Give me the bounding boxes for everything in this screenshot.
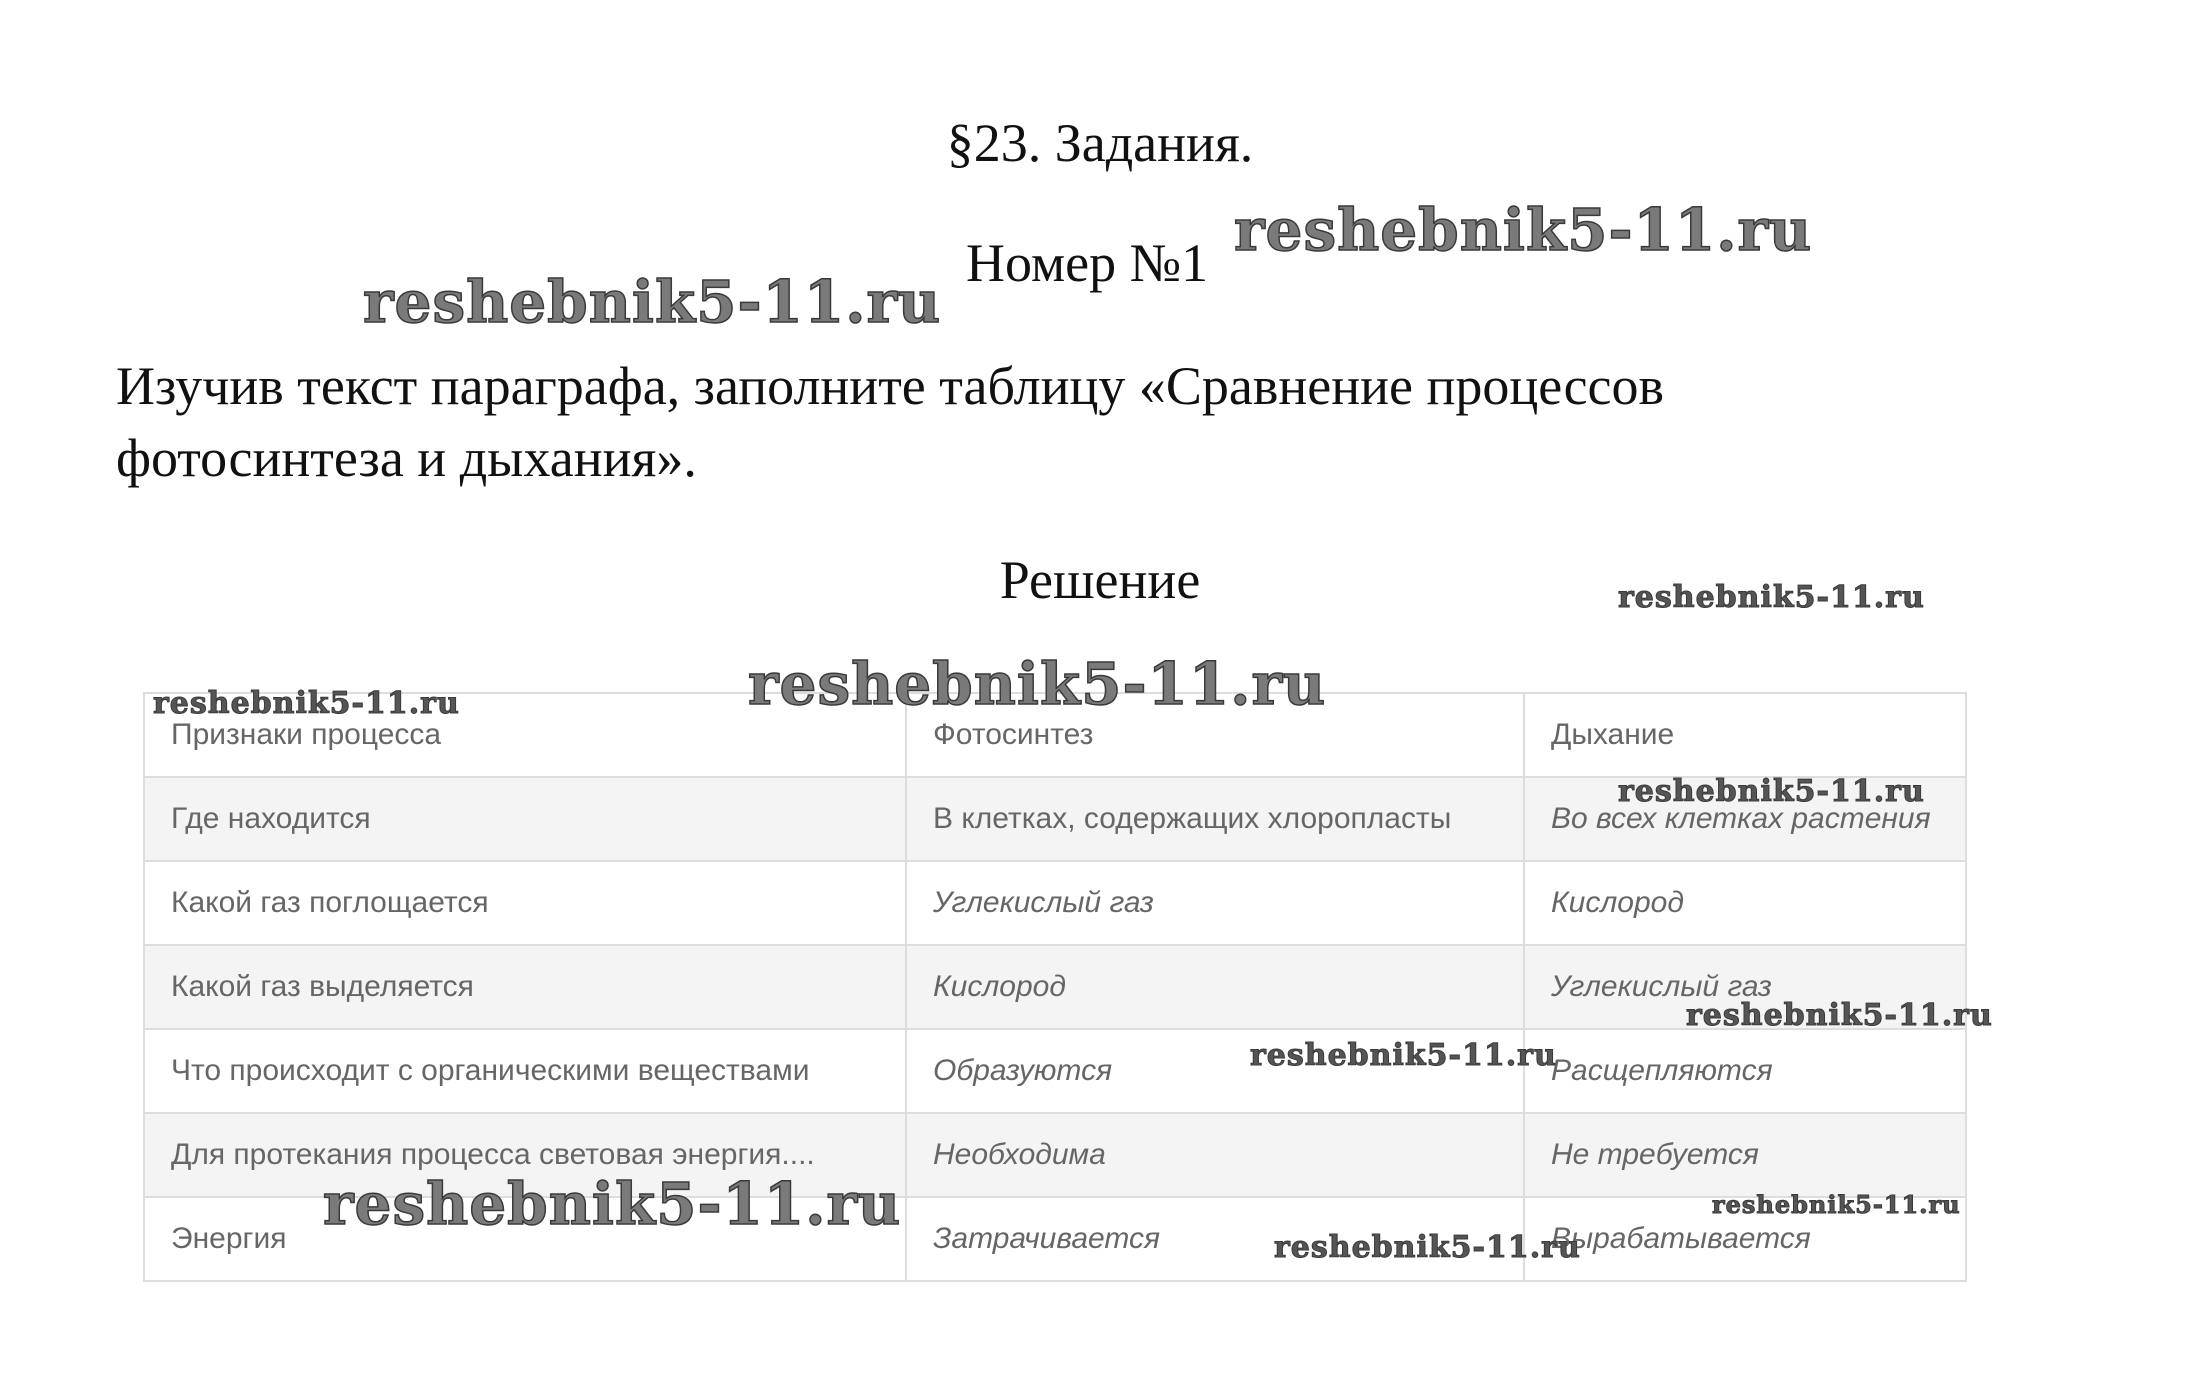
section-title: §23. Задания.: [946, 113, 1254, 173]
table-cell: Углекислый газ: [906, 861, 1524, 945]
table-cell: Кислород: [1524, 861, 1966, 945]
watermark: reshebnik5-11.ru: [1686, 998, 1993, 1033]
table-cell: Для протекания процесса световая энергия....: [144, 1113, 906, 1197]
table-cell: Затрачивается: [906, 1197, 1524, 1281]
table-cell: Какой газ поглощается: [144, 861, 906, 945]
table-cell: Не требуется: [1524, 1113, 1966, 1197]
table-cell: Фотосинтез: [906, 693, 1524, 777]
table-cell: Энергия: [144, 1197, 906, 1281]
table-cell: Во всех клетках растения: [1524, 777, 1966, 861]
table-cell: Дыхание: [1524, 693, 1966, 777]
watermark: reshebnik5-11.ru: [1618, 774, 1925, 809]
table-cell: Какой газ выделяется: [144, 945, 906, 1029]
table-cell: Признаки процесса: [144, 693, 906, 777]
table-row: [144, 861, 1966, 945]
watermark: reshebnik5-11.ru: [1234, 196, 1813, 264]
watermark: reshebnik5-11.ru: [323, 1170, 902, 1238]
watermark: reshebnik5-11.ru: [1712, 1190, 1961, 1219]
watermark: reshebnik5-11.ru: [363, 268, 942, 336]
table-cell: Кислород: [906, 945, 1524, 1029]
task-text-line: фотосинтеза и дыхания».: [116, 428, 697, 488]
task-number: Номер №1: [966, 233, 1209, 293]
table-row: [144, 1029, 1966, 1113]
table-cell: Где находится: [144, 777, 906, 861]
table-cell: Что происходит с органическими веществами: [144, 1029, 906, 1113]
solution-title: Решение: [999, 550, 1201, 610]
table-cell: Вырабатывается: [1524, 1197, 1966, 1281]
table-cell: В клетках, содержащих хлоропласты: [906, 777, 1524, 861]
watermark: reshebnik5-11.ru: [748, 650, 1327, 718]
table-cell: Расщепляются: [1524, 1029, 1966, 1113]
watermark: reshebnik5-11.ru: [153, 686, 460, 721]
table-cell: Необходима: [906, 1113, 1524, 1197]
task-text-line: Изучив текст параграфа, заполните таблицу «Сравнение процессов: [116, 356, 1665, 416]
task-text: [116, 350, 2116, 494]
watermark: reshebnik5-11.ru: [1618, 580, 1925, 615]
watermark: reshebnik5-11.ru: [1250, 1038, 1557, 1073]
table-cell: Образуются: [906, 1029, 1524, 1113]
watermark: reshebnik5-11.ru: [1274, 1230, 1581, 1265]
table-cell: Углекислый газ: [1524, 945, 1966, 1029]
